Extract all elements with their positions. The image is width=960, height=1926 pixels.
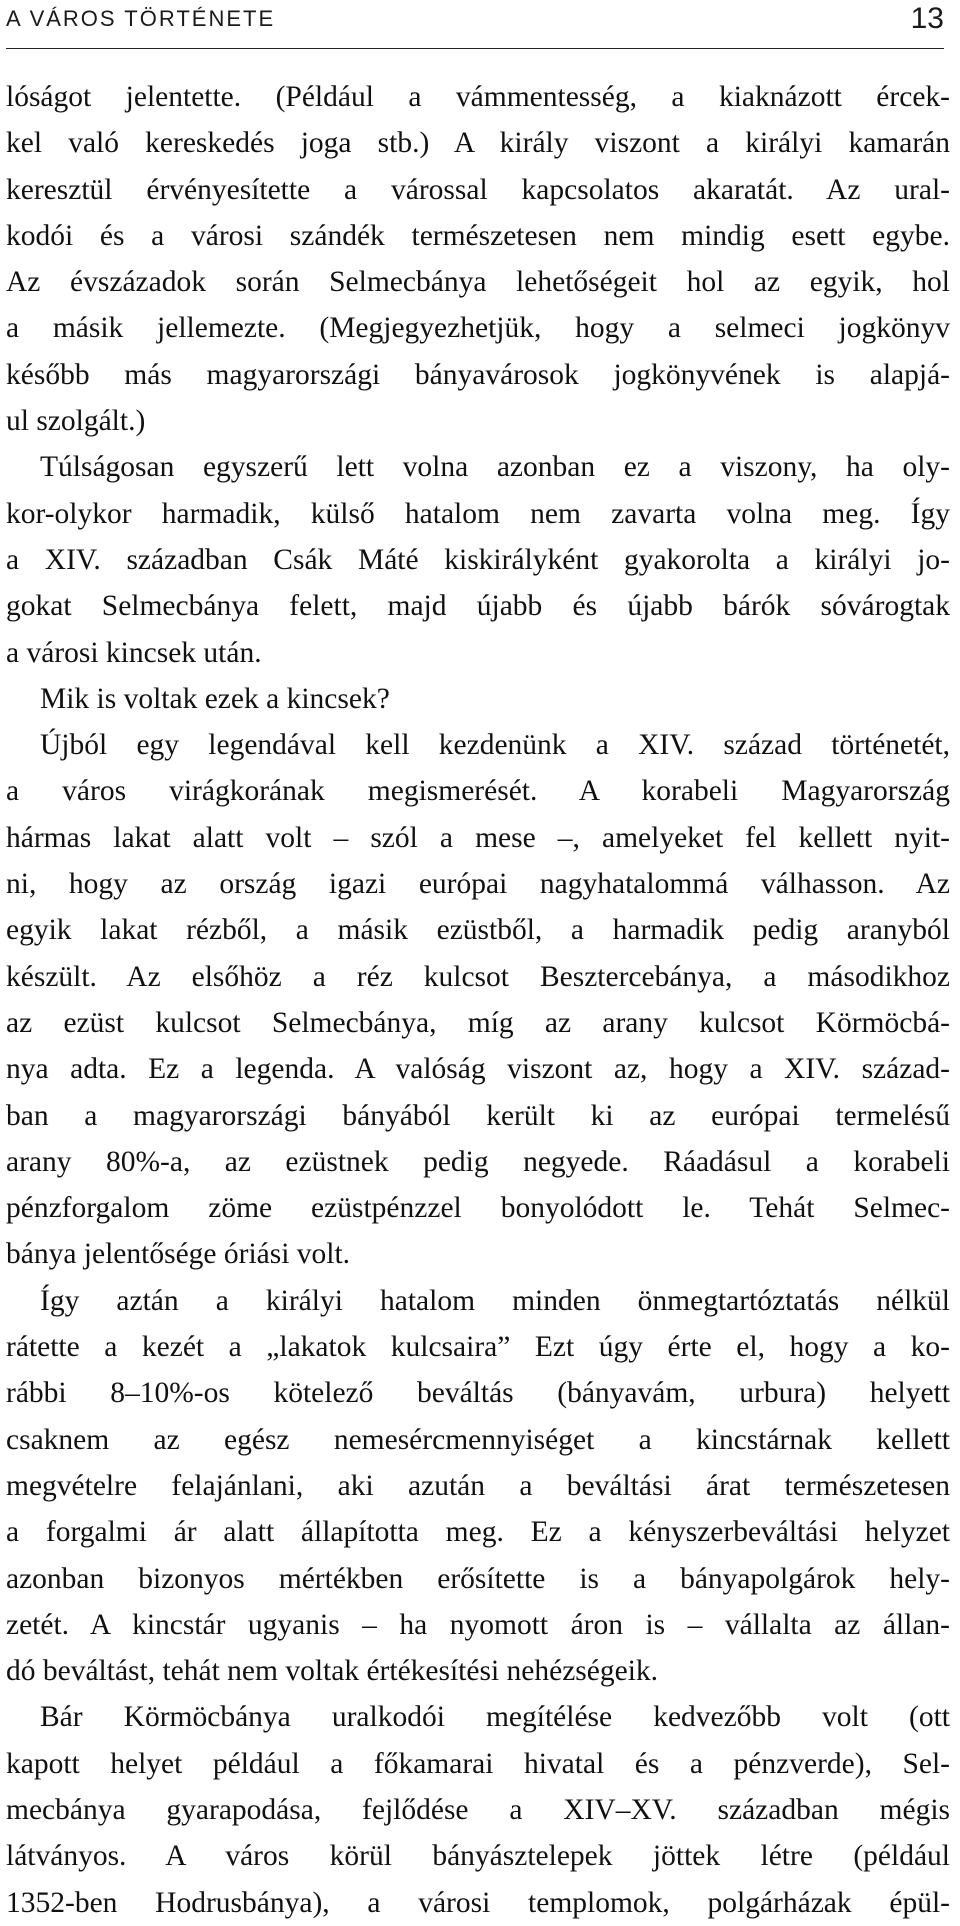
- text-line: keresztül érvényesítette a várossal kapcsolatos akaratát. Az ural-: [6, 173, 950, 206]
- text-line: ul szolgált.): [6, 405, 146, 438]
- text-line: dó beváltást, tehát nem voltak értékesítési nehézségeik.: [6, 1655, 659, 1688]
- text-line: gokat Selmecbánya felett, majd újabb és újabb bárók sóvárogtak: [6, 590, 950, 623]
- page-header: [6, 0, 944, 49]
- text-line: bánya jelentősége óriási volt.: [6, 1238, 351, 1271]
- text-line: Az évszázadok során Selmecbánya lehetőségeit hol az egyik, hol: [6, 266, 950, 299]
- text-line: kodói és a városi szándék természetesen nem mindig esett egybe.: [6, 219, 950, 252]
- text-line: Bár Körmöcbánya uralkodói megítélése kedvezőbb volt (ott: [40, 1701, 950, 1734]
- text-line: Így aztán a királyi hatalom minden önmegtartóztatás nélkül: [40, 1284, 950, 1317]
- text-line: nya adta. Ez a legenda. A valóság viszont az, hogy a XIV. század-: [6, 1053, 950, 1086]
- text-line: rábbi 8–10%-os kötelező beváltás (bányavám, urbura) helyett: [6, 1377, 950, 1410]
- text-line: látványos. A város körül bányásztelepek jöttek létre (például: [6, 1840, 950, 1873]
- text-line: a XIV. században Csák Máté kiskirályként gyakorolta a királyi jo-: [6, 543, 950, 576]
- text-line: zetét. A kincstár ugyanis – ha nyomott áron is – vállalta az állan-: [6, 1608, 950, 1641]
- text-line: a városi kincsek után.: [6, 636, 262, 669]
- text-line: csaknem az egész nemesércmennyiséget a kincstárnak kellett: [6, 1423, 950, 1456]
- text-line: a másik jellemezte. (Megjegyezhetjük, hogy a selmeci jogkönyv: [6, 312, 950, 345]
- body-text: [6, 74, 950, 1926]
- text-line: megvételre felajánlani, aki azután a beváltási árat természetesen: [6, 1469, 950, 1502]
- text-line: Újból egy legendával kell kezdenünk a XIV. század történetét,: [40, 729, 950, 762]
- text-line: ban a magyarországi bányából került ki az európai termelésű: [6, 1099, 950, 1132]
- text-line: ni, hogy az ország igazi európai nagyhatalommá válhasson. Az: [6, 868, 950, 901]
- text-line: pénzforgalom zöme ezüstpénzzel bonyolódott le. Tehát Selmec-: [6, 1192, 950, 1225]
- text-line: lóságot jelentette. (Például a vámmentesség, a kiaknázott ércek-: [6, 81, 950, 113]
- text-line: 1352-ben Hodrusbánya), a városi templomok, polgárházak épül-: [6, 1886, 950, 1919]
- text-line: az ezüst kulcsot Selmecbánya, míg az arany kulcsot Körmöcbá-: [6, 1006, 950, 1039]
- text-line: azonban bizonyos mértékben erősítette is a bányapolgárok hely-: [6, 1562, 950, 1595]
- text-line: a forgalmi ár alatt állapította meg. Ez a kényszerbeváltási helyzet: [6, 1516, 950, 1549]
- text-line: egyik lakat rézből, a másik ezüstből, a harmadik pedig aranyból: [6, 914, 950, 947]
- text-line: Mik is voltak ezek a kincsek?: [40, 682, 390, 715]
- running-head: A VÁROS TÖRTÉNETE: [6, 6, 276, 31]
- text-line: kapott helyet például a főkamarai hivatal és a pénzverde), Sel-: [6, 1747, 950, 1780]
- text-line: kel való kereskedés joga stb.) A király viszont a királyi kamarán: [6, 127, 950, 160]
- text-line: Túlságosan egyszerű lett volna azonban ez a viszony, ha oly-: [40, 451, 950, 484]
- page-number: 13: [910, 2, 944, 35]
- text-line: később más magyarországi bányavárosok jogkönyvének is alapjá-: [6, 358, 950, 391]
- text-line: hármas lakat alatt volt – szól a mese –, amelyeket fel kellett nyit-: [6, 821, 950, 854]
- text-line: a város virágkorának megismerését. A korabeli Magyarország: [6, 775, 950, 808]
- text-line: rátette a kezét a „lakatok kulcsaira” Ezt úgy érte el, hogy a ko-: [6, 1331, 950, 1364]
- text-line: kor-olykor harmadik, külső hatalom nem zavarta volna meg. Így: [6, 497, 950, 530]
- text-line: mecbánya gyarapodása, fejlődése a XIV–XV. században mégis: [6, 1793, 950, 1826]
- text-line: arany 80%-a, az ezüstnek pedig negyede. Ráadásul a korabeli: [6, 1145, 950, 1178]
- text-line: készült. Az elsőhöz a réz kulcsot Besztercebánya, a másodikhoz: [6, 960, 950, 993]
